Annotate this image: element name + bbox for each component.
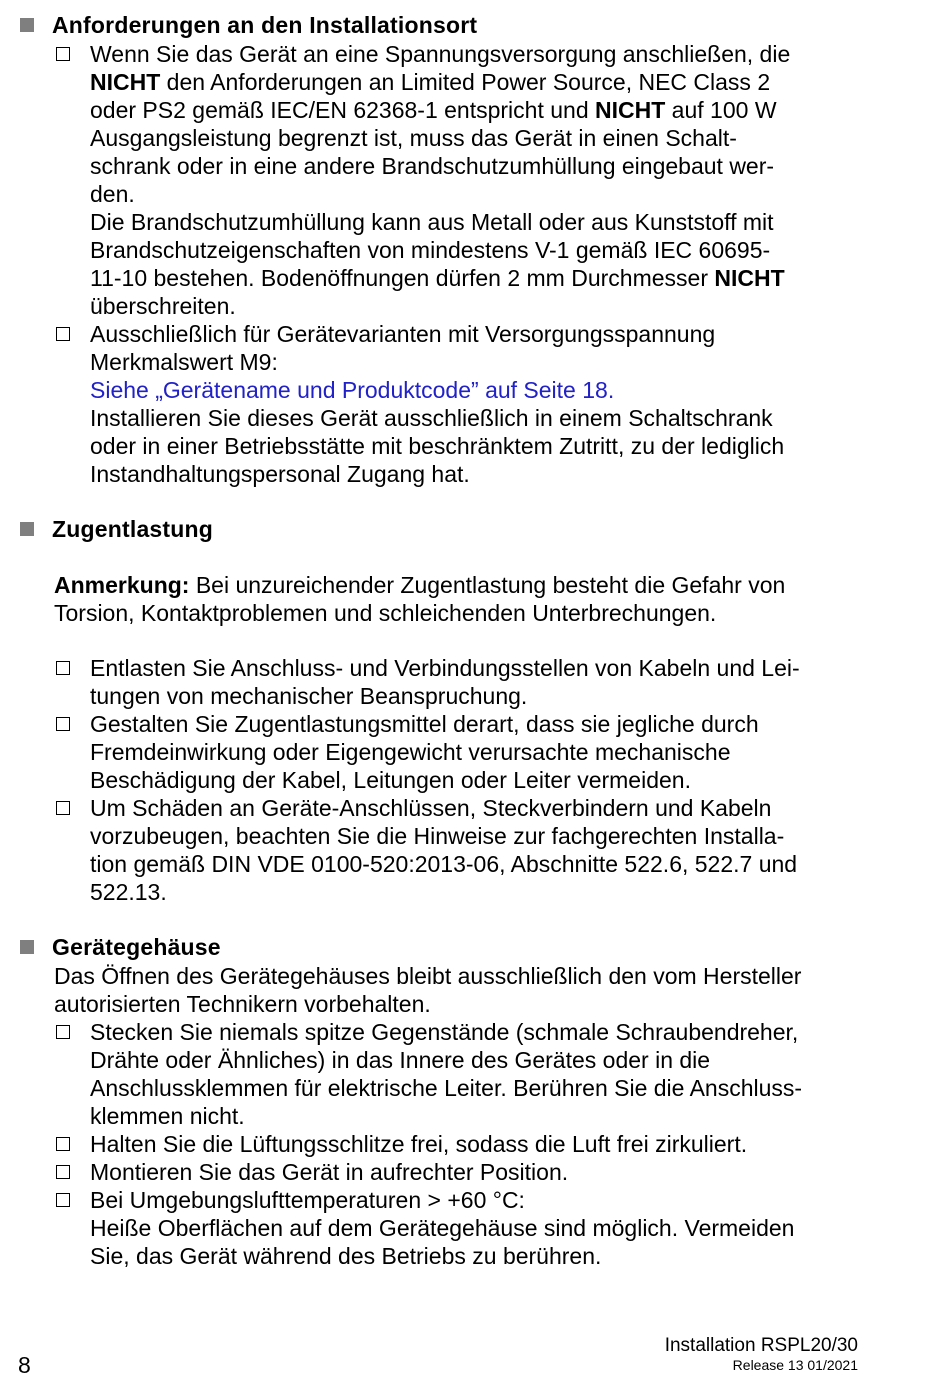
checkbox-bullet-icon <box>56 1165 70 1179</box>
list-item <box>54 710 860 794</box>
text-line: Ausschließlich für Gerätevarianten mit Versorgungsspannung <box>90 321 716 347</box>
text-span: den Anforderungen an Limited Power Source, NEC Class 2 <box>160 69 771 95</box>
text-line: Gestalten Sie Zugentlastungsmittel derart, dass sie jegliche durch <box>90 711 759 737</box>
text-line: oder in einer Betriebsstätte mit beschränktem Zutritt, zu der lediglich <box>90 433 785 459</box>
cross-reference-link[interactable]: Siehe „Gerätename und Produktcode” auf Seite 18. <box>90 377 615 403</box>
text-line: Torsion, Kontaktproblemen und schleichenden Unterbrechungen. <box>54 600 717 626</box>
text-line: Sie, das Gerät während des Betriebs zu berühren. <box>90 1243 602 1269</box>
text-line: klemmen nicht. <box>90 1103 245 1129</box>
checkbox-bullet-icon <box>56 801 70 815</box>
text-line: Halten Sie die Lüftungsschlitze frei, sodass die Luft frei zirkuliert. <box>90 1131 748 1157</box>
footer-info <box>665 1335 858 1373</box>
section-heading <box>20 10 860 40</box>
text-line: tion gemäß DIN VDE 0100-520:2013-06, Abschnitte 522.6, 522.7 und <box>90 851 798 877</box>
text-line <box>90 68 860 96</box>
text-line <box>90 264 860 292</box>
text-line: Um Schäden an Geräte-Anschlüssen, Steckverbindern und Kabeln <box>90 795 772 821</box>
heading-text: Zugentlastung <box>52 515 214 542</box>
note-label: Anmerkung: <box>54 572 190 598</box>
text-line: autorisierten Technikern vorbehalten. <box>54 991 431 1017</box>
heading-bullet-icon <box>20 522 34 536</box>
checkbox-bullet-icon <box>56 717 70 731</box>
text-line: Merkmalswert M9: <box>90 349 278 375</box>
text-line: Entlasten Sie Anschluss- und Verbindungsstellen von Kabeln und Lei- <box>90 655 800 681</box>
emphasis: NICHT <box>90 69 161 95</box>
list-item <box>54 1158 860 1186</box>
section-installation-site <box>20 10 860 488</box>
section-strain-relief <box>20 514 860 906</box>
checkbox-bullet-icon <box>56 1025 70 1039</box>
text-line: Fremdeinwirkung oder Eigengewicht verursachte mechanische <box>90 739 731 765</box>
list-item <box>54 1186 860 1270</box>
text-span: auf 100 W <box>665 97 777 123</box>
text-line: Das Öffnen des Gerätegehäuses bleibt ausschließlich den vom Hersteller <box>54 963 802 989</box>
list-item <box>54 1130 860 1158</box>
text-line: vorzubeugen, beachten Sie die Hinweise zur fachgerechten Installa- <box>90 823 785 849</box>
list-item <box>54 320 860 488</box>
list-item <box>54 40 860 320</box>
text-line: Bei Umgebungslufttemperaturen > +60 °C: <box>90 1187 525 1213</box>
text-line: 522.13. <box>90 879 167 905</box>
checkbox-bullet-icon <box>56 1193 70 1207</box>
text-line: Ausgangsleistung begrenzt ist, muss das Gerät in einen Schalt- <box>90 125 737 151</box>
intro-paragraph <box>54 962 860 1018</box>
emphasis: NICHT <box>595 97 666 123</box>
section-device-housing <box>20 932 860 1270</box>
text-line: Drähte oder Ähnliches) in das Innere des Gerätes oder in die <box>90 1047 711 1073</box>
footer-release: Release 13 01/2021 <box>732 1357 858 1373</box>
list-item <box>54 1018 860 1130</box>
text-line <box>90 96 860 124</box>
text-line: überschreiten. <box>90 293 236 319</box>
text-line <box>54 571 860 599</box>
text-line: Beschädigung der Kabel, Leitungen oder Leiter vermeiden. <box>90 767 691 793</box>
text-line: Installieren Sie dieses Gerät ausschließlich in einem Schaltschrank <box>90 405 773 431</box>
heading-bullet-icon <box>20 18 34 32</box>
section-heading <box>20 514 860 544</box>
text-line: Anschlussklemmen für elektrische Leiter. Berühren Sie die Anschluss- <box>90 1075 803 1101</box>
checkbox-bullet-icon <box>56 47 70 61</box>
emphasis: NICHT <box>714 265 785 291</box>
text-line: tungen von mechanischer Beanspruchung. <box>90 683 528 709</box>
text-line: Wenn Sie das Gerät an eine Spannungsversorgung anschließen, die <box>90 41 791 67</box>
heading-text: Gerätegehäuse <box>52 933 221 960</box>
heading-bullet-icon <box>20 940 34 954</box>
text-line: Heiße Oberflächen auf dem Gerätegehäuse sind möglich. Vermeiden <box>90 1215 795 1241</box>
text-span: oder PS2 gemäß IEC/EN 62368-1 entspricht und <box>90 97 596 123</box>
text-span: Bei unzureichender Zugentlastung besteht die Gefahr von <box>189 572 786 598</box>
note-paragraph <box>54 571 860 627</box>
footer-title: Installation RSPL20/30 <box>664 1335 858 1356</box>
text-line: Montieren Sie das Gerät in aufrechter Position. <box>90 1159 569 1185</box>
section-heading <box>20 932 860 962</box>
page-number: 8 <box>18 1352 31 1378</box>
text-line: Stecken Sie niemals spitze Gegenstände (schmale Schraubendreher, <box>90 1019 799 1045</box>
text-line: Die Brandschutzumhüllung kann aus Metall oder aus Kunststoff mit <box>90 209 774 235</box>
checkbox-bullet-icon <box>56 327 70 341</box>
text-line: den. <box>90 181 135 207</box>
text-line: schrank oder in eine andere Brandschutzumhüllung eingebaut wer- <box>90 153 775 179</box>
list-item <box>54 794 860 906</box>
checkbox-bullet-icon <box>56 661 70 675</box>
text-span: 11-10 bestehen. Bodenöffnungen dürfen 2 mm Durchmesser <box>90 265 715 291</box>
text-line: Instandhaltungspersonal Zugang hat. <box>90 461 470 487</box>
checkbox-bullet-icon <box>56 1137 70 1151</box>
heading-text: Anforderungen an den Installationsort <box>52 11 478 38</box>
text-line: Brandschutzeigenschaften von mindestens V-1 gemäß IEC 60695- <box>90 237 771 263</box>
list-item <box>54 654 860 710</box>
